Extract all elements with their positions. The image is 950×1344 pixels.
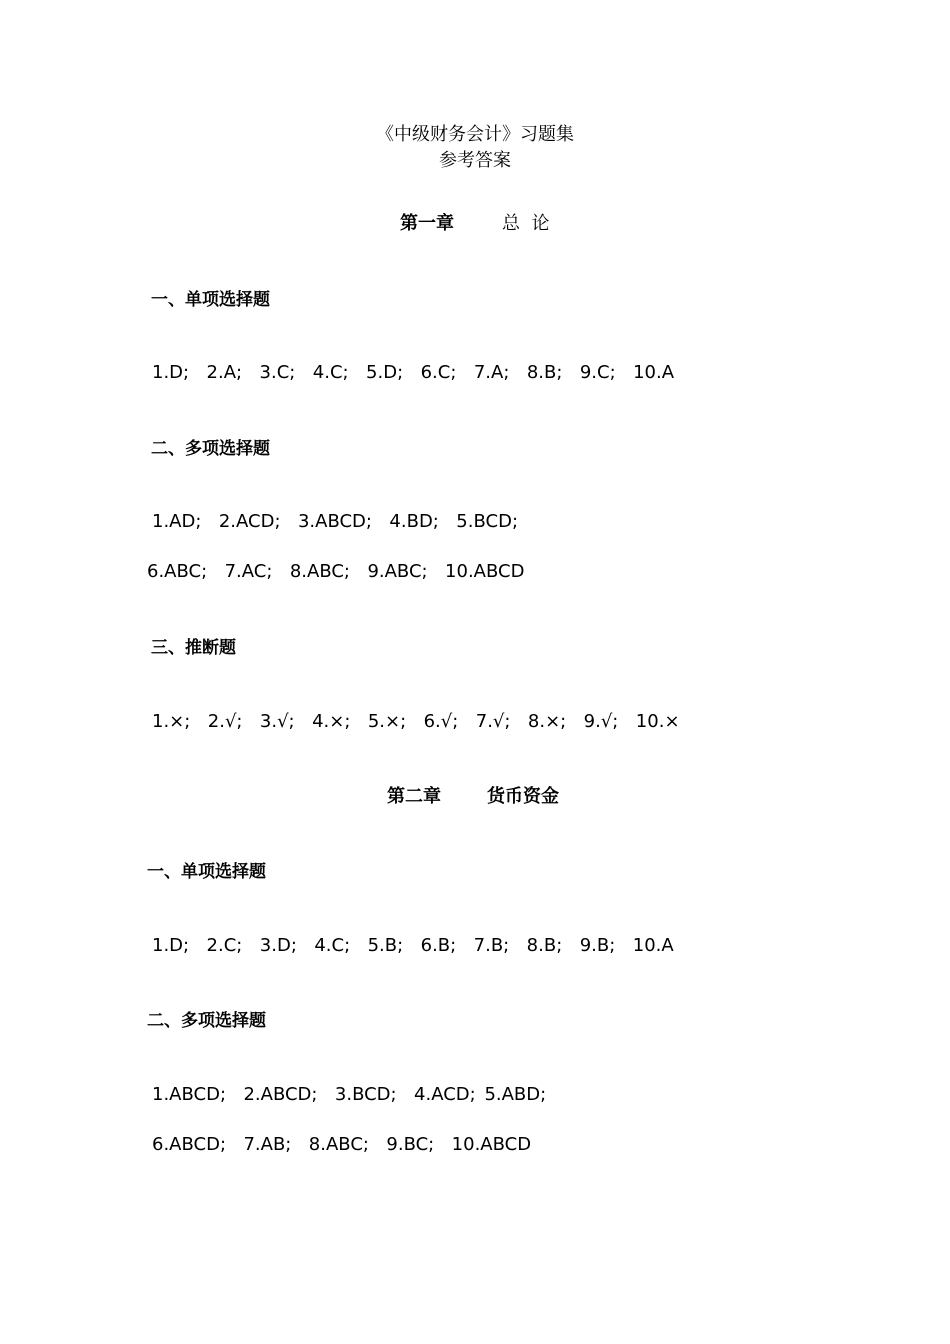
chapter-1-multiple-choice-answers-line-2: 6.ABC; 7.AC; 8.ABC; 9.ABC; 10.ABCD — [147, 561, 525, 582]
chapter-1-multiple-choice-heading: 二、多项选择题 — [151, 439, 270, 459]
chapter-2-multiple-choice-answers-line-2: 6.ABCD; 7.AB; 8.ABC; 9.BC; 10.ABCD — [152, 1134, 532, 1155]
chapter-1-label: 第一章 — [400, 213, 454, 234]
chapter-1-single-choice-answers: 1.D; 2.A; 3.C; 4.C; 5.D; 6.C; 7.A; 8.B; 9.C; 10.A — [152, 362, 675, 383]
chapter-2-multiple-choice-answers-line-1: 1.ABCD; 2.ABCD; 3.BCD; 4.ACD; 5.ABD; — [152, 1084, 547, 1105]
chapter-1-judgment-heading: 三、推断题 — [151, 638, 236, 658]
chapter-2-label: 第二章 — [387, 786, 441, 807]
chapter-2-multiple-choice-heading: 二、多项选择题 — [147, 1011, 266, 1031]
chapter-2-single-choice-answers: 1.D; 2.C; 3.D; 4.C; 5.B; 6.B; 7.B; 8.B; 9.B; 10.A — [152, 935, 674, 956]
chapter-1-judgment-answers: 1.×; 2.√; 3.√; 4.×; 5.×; 6.√; 7.√; 8.×; 9.√; 10.× — [152, 711, 680, 732]
document-title: 《中级财务会计》习题集 — [376, 124, 574, 145]
chapter-2-name: 货币资金 — [487, 786, 559, 807]
document-subtitle: 参考答案 — [439, 150, 511, 171]
chapter-2-single-choice-heading: 一、单项选择题 — [147, 862, 266, 882]
chapter-1-name: 总 论 — [502, 213, 550, 234]
chapter-1-single-choice-heading: 一、单项选择题 — [151, 290, 270, 310]
chapter-1-multiple-choice-answers-line-1: 1.AD; 2.ACD; 3.ABCD; 4.BD; 5.BCD; — [152, 511, 519, 532]
